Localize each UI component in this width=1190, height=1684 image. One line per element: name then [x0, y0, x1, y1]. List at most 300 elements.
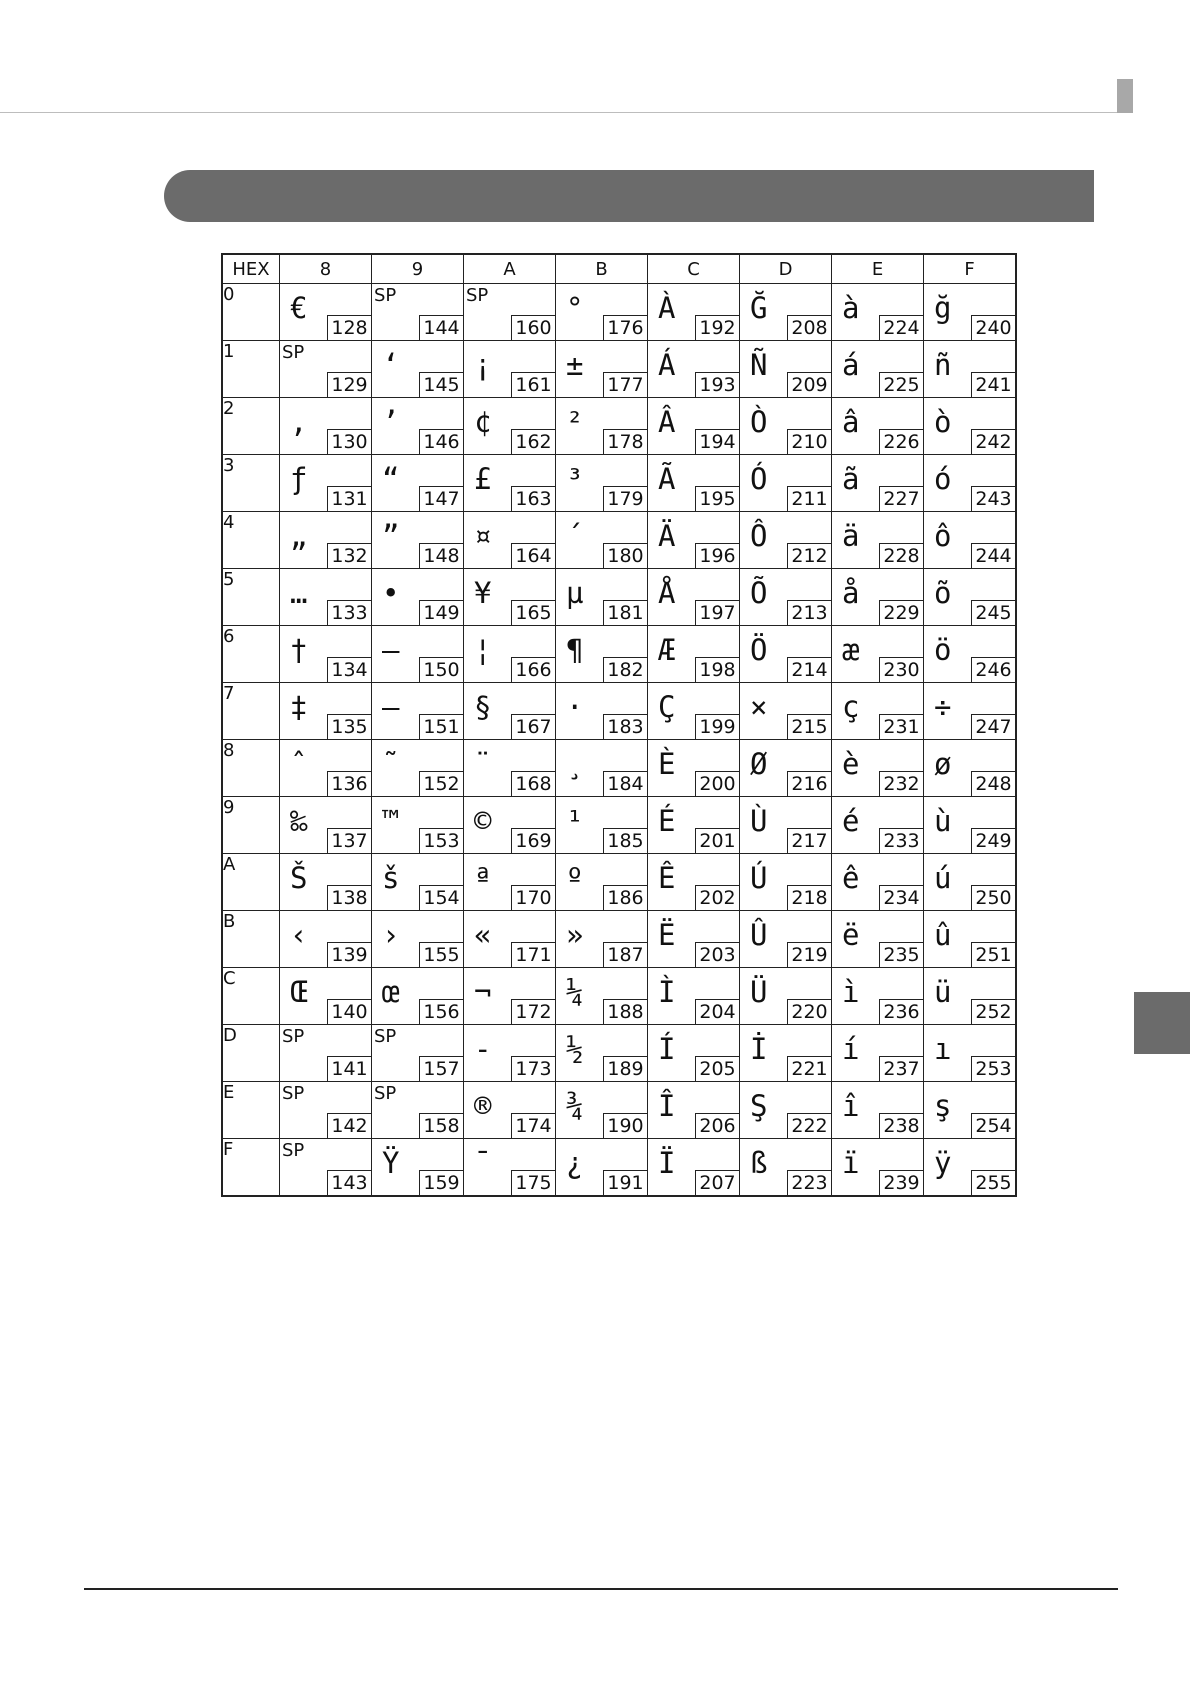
table-row	[222, 1082, 1016, 1139]
char-code: 179	[603, 486, 647, 511]
char-glyph: ˆ	[290, 747, 308, 781]
char-code: 227	[879, 486, 923, 511]
char-code: 169	[511, 828, 555, 853]
char-cell	[464, 512, 556, 569]
char-code: 236	[879, 999, 923, 1024]
char-cell	[924, 341, 1017, 398]
char-glyph: ™	[382, 804, 400, 838]
char-glyph: Ø	[750, 747, 768, 781]
char-glyph: ş	[934, 1089, 952, 1123]
char-glyph: ¾	[566, 1089, 584, 1123]
column-header: D	[740, 254, 832, 284]
char-cell	[740, 1025, 832, 1082]
char-glyph: ö	[934, 633, 952, 667]
char-code: 196	[695, 543, 739, 568]
char-glyph: Ì	[658, 975, 676, 1009]
char-glyph: ›	[382, 918, 400, 952]
char-cell	[832, 911, 924, 968]
char-code: 213	[787, 600, 831, 625]
char-cell	[372, 854, 464, 911]
char-cell	[464, 683, 556, 740]
char-cell	[280, 455, 372, 512]
char-cell	[648, 1082, 740, 1139]
row-label: 2	[222, 398, 280, 455]
char-glyph: SP	[466, 285, 489, 306]
char-glyph: æ	[842, 633, 860, 667]
char-cell	[556, 683, 648, 740]
char-code: 230	[879, 657, 923, 682]
char-code: 139	[327, 942, 371, 967]
char-code: 189	[603, 1056, 647, 1081]
char-cell	[740, 911, 832, 968]
char-code: 195	[695, 486, 739, 511]
char-glyph: Ä	[658, 519, 676, 553]
char-glyph: µ	[566, 576, 584, 610]
char-code: 173	[511, 1056, 555, 1081]
row-label: D	[222, 1025, 280, 1082]
char-glyph: Ë	[658, 918, 676, 952]
char-glyph: õ	[934, 576, 952, 610]
char-code: 211	[787, 486, 831, 511]
char-code: 159	[419, 1170, 463, 1195]
char-cell	[464, 569, 556, 626]
char-cell	[372, 341, 464, 398]
column-header: E	[832, 254, 924, 284]
char-glyph: Æ	[658, 633, 676, 667]
char-glyph: †	[290, 633, 308, 667]
char-code: 153	[419, 828, 463, 853]
char-glyph: •	[382, 576, 400, 610]
char-glyph: ¦	[474, 633, 492, 667]
char-glyph: ”	[382, 519, 400, 553]
section-title-bar	[164, 170, 1094, 222]
char-code: 128	[327, 315, 371, 340]
char-code: 167	[511, 714, 555, 739]
char-code: 149	[419, 600, 463, 625]
row-label: F	[222, 1139, 280, 1197]
row-label: 3	[222, 455, 280, 512]
char-glyph: Á	[658, 348, 676, 382]
char-cell	[648, 512, 740, 569]
char-code: 174	[511, 1113, 555, 1138]
char-code: 255	[971, 1170, 1015, 1195]
char-code: 148	[419, 543, 463, 568]
char-code: 130	[327, 429, 371, 454]
table-row	[222, 1139, 1016, 1197]
char-cell	[648, 341, 740, 398]
table-row	[222, 341, 1016, 398]
table-row	[222, 797, 1016, 854]
char-code: 197	[695, 600, 739, 625]
char-cell	[832, 455, 924, 512]
char-cell	[924, 797, 1017, 854]
char-glyph: É	[658, 804, 676, 838]
char-code: 145	[419, 372, 463, 397]
char-glyph: ä	[842, 519, 860, 553]
column-header: 9	[372, 254, 464, 284]
table-body	[222, 284, 1016, 1197]
char-code: 209	[787, 372, 831, 397]
char-glyph: ˜	[382, 747, 400, 781]
char-cell	[740, 512, 832, 569]
char-glyph: Ç	[658, 690, 676, 724]
char-glyph: €	[290, 291, 308, 325]
char-glyph: ü	[934, 975, 952, 1009]
char-glyph: SP	[374, 1083, 397, 1104]
char-code: 198	[695, 657, 739, 682]
char-cell	[372, 1025, 464, 1082]
char-code: 171	[511, 942, 555, 967]
char-glyph: ç	[842, 690, 860, 724]
char-glyph: SP	[282, 1140, 305, 1161]
char-code: 161	[511, 372, 555, 397]
char-glyph: Ù	[750, 804, 768, 838]
char-cell	[464, 341, 556, 398]
char-cell	[372, 911, 464, 968]
char-cell	[832, 284, 924, 341]
char-code: 246	[971, 657, 1015, 682]
char-cell	[556, 626, 648, 683]
char-glyph: ²	[566, 405, 584, 439]
footer-rule	[84, 1588, 1118, 1590]
char-code: 181	[603, 600, 647, 625]
char-cell	[372, 512, 464, 569]
char-cell	[740, 455, 832, 512]
chapter-side-tab	[1134, 992, 1190, 1054]
char-cell	[832, 854, 924, 911]
char-glyph: ¥	[474, 576, 492, 610]
char-glyph: SP	[374, 1026, 397, 1047]
char-cell	[556, 1082, 648, 1139]
char-code: 178	[603, 429, 647, 454]
char-code: 183	[603, 714, 647, 739]
char-glyph: ñ	[934, 348, 952, 382]
char-cell	[464, 968, 556, 1025]
char-code: 147	[419, 486, 463, 511]
char-cell	[372, 683, 464, 740]
char-code: 192	[695, 315, 739, 340]
char-glyph: “	[382, 462, 400, 496]
char-cell	[280, 683, 372, 740]
row-label: 7	[222, 683, 280, 740]
char-code: 245	[971, 600, 1015, 625]
char-cell	[556, 968, 648, 1025]
char-glyph: ‘	[382, 348, 400, 382]
char-cell	[832, 968, 924, 1025]
char-glyph: Š	[290, 861, 308, 895]
char-glyph: é	[842, 804, 860, 838]
char-cell	[372, 797, 464, 854]
char-cell	[832, 1025, 924, 1082]
char-cell	[924, 284, 1017, 341]
char-cell	[740, 1139, 832, 1197]
char-glyph: …	[290, 576, 308, 610]
char-cell	[740, 854, 832, 911]
char-code: 244	[971, 543, 1015, 568]
char-glyph: ¢	[474, 405, 492, 439]
char-cell	[464, 284, 556, 341]
char-code: 162	[511, 429, 555, 454]
char-cell	[280, 968, 372, 1025]
char-cell	[740, 284, 832, 341]
char-glyph: ‚	[290, 405, 308, 439]
char-code: 150	[419, 657, 463, 682]
char-cell	[648, 683, 740, 740]
char-cell	[924, 968, 1017, 1025]
char-glyph: Ã	[658, 462, 676, 496]
column-header: A	[464, 254, 556, 284]
char-code: 233	[879, 828, 923, 853]
char-code: 232	[879, 771, 923, 796]
char-code: 185	[603, 828, 647, 853]
char-cell	[372, 740, 464, 797]
char-cell	[280, 398, 372, 455]
char-glyph: Ş	[750, 1089, 768, 1123]
char-cell	[372, 284, 464, 341]
char-code: 190	[603, 1113, 647, 1138]
char-code: 231	[879, 714, 923, 739]
char-glyph: Ğ	[750, 291, 768, 325]
char-glyph: º	[566, 861, 584, 895]
row-label: 8	[222, 740, 280, 797]
char-glyph: ë	[842, 918, 860, 952]
char-code: 237	[879, 1056, 923, 1081]
char-cell	[372, 1139, 464, 1197]
char-cell	[740, 1082, 832, 1139]
char-code: 186	[603, 885, 647, 910]
char-glyph: Ê	[658, 861, 676, 895]
char-code: 182	[603, 657, 647, 682]
char-code: 194	[695, 429, 739, 454]
table-row	[222, 854, 1016, 911]
char-glyph: Œ	[290, 975, 308, 1009]
char-glyph: ‰	[290, 804, 308, 838]
char-code: 164	[511, 543, 555, 568]
table-row	[222, 569, 1016, 626]
char-glyph: —	[382, 690, 400, 724]
row-label: C	[222, 968, 280, 1025]
char-code: 170	[511, 885, 555, 910]
char-cell	[832, 1139, 924, 1197]
char-glyph: ¹	[566, 804, 584, 838]
char-glyph: ‹	[290, 918, 308, 952]
char-code: 220	[787, 999, 831, 1024]
char-cell	[556, 455, 648, 512]
char-code: 240	[971, 315, 1015, 340]
char-glyph: İ	[750, 1032, 768, 1066]
char-code: 144	[419, 315, 463, 340]
table-row	[222, 455, 1016, 512]
char-glyph: ½	[566, 1032, 584, 1066]
char-cell	[464, 1082, 556, 1139]
char-cell	[556, 740, 648, 797]
char-glyph: À	[658, 291, 676, 325]
char-glyph: ı	[934, 1032, 952, 1066]
char-cell	[280, 854, 372, 911]
char-code: 133	[327, 600, 371, 625]
char-code: 214	[787, 657, 831, 682]
char-glyph: ÷	[934, 690, 952, 724]
char-code: 206	[695, 1113, 739, 1138]
char-glyph: ª	[474, 861, 492, 895]
table-row	[222, 398, 1016, 455]
char-glyph: î	[842, 1089, 860, 1123]
char-glyph: ¿	[566, 1146, 584, 1180]
char-glyph: ¬	[474, 975, 492, 1009]
char-glyph: ğ	[934, 291, 952, 325]
char-cell	[556, 284, 648, 341]
char-glyph: œ	[382, 975, 400, 1009]
char-cell	[740, 398, 832, 455]
char-glyph: ¶	[566, 633, 584, 667]
column-header: C	[648, 254, 740, 284]
char-cell	[648, 911, 740, 968]
char-cell	[372, 455, 464, 512]
char-cell	[464, 455, 556, 512]
row-label: B	[222, 911, 280, 968]
char-code: 138	[327, 885, 371, 910]
char-cell	[280, 1082, 372, 1139]
char-glyph: à	[842, 291, 860, 325]
char-cell	[648, 797, 740, 854]
char-code: 155	[419, 942, 463, 967]
char-code: 172	[511, 999, 555, 1024]
table-row	[222, 284, 1016, 341]
char-glyph: Ò	[750, 405, 768, 439]
char-cell	[464, 626, 556, 683]
char-glyph: Ü	[750, 975, 768, 1009]
char-glyph: Ú	[750, 861, 768, 895]
table-row	[222, 512, 1016, 569]
char-cell	[464, 398, 556, 455]
char-cell	[464, 911, 556, 968]
char-glyph: SP	[282, 1083, 305, 1104]
char-code: 132	[327, 543, 371, 568]
char-cell	[280, 626, 372, 683]
char-cell	[740, 683, 832, 740]
char-cell	[556, 341, 648, 398]
char-cell	[648, 968, 740, 1025]
hex-header: HEX	[222, 254, 280, 284]
char-code: 163	[511, 486, 555, 511]
char-glyph: ´	[566, 519, 584, 553]
char-code: 229	[879, 600, 923, 625]
char-glyph: ¤	[474, 519, 492, 553]
char-code: 228	[879, 543, 923, 568]
char-glyph: ê	[842, 861, 860, 895]
char-cell	[280, 797, 372, 854]
char-code: 193	[695, 372, 739, 397]
char-cell	[556, 911, 648, 968]
char-cell	[924, 512, 1017, 569]
char-glyph: ù	[934, 804, 952, 838]
char-cell	[924, 569, 1017, 626]
char-code: 129	[327, 372, 371, 397]
char-glyph: ’	[382, 405, 400, 439]
char-code: 226	[879, 429, 923, 454]
char-code: 191	[603, 1170, 647, 1195]
char-cell	[740, 968, 832, 1025]
char-glyph: ì	[842, 975, 860, 1009]
char-code: 235	[879, 942, 923, 967]
char-code: 158	[419, 1113, 463, 1138]
char-cell	[924, 1139, 1017, 1197]
char-code: 151	[419, 714, 463, 739]
char-glyph: Å	[658, 576, 676, 610]
char-code: 215	[787, 714, 831, 739]
char-glyph: £	[474, 462, 492, 496]
char-cell	[556, 797, 648, 854]
char-glyph: š	[382, 861, 400, 895]
char-code: 203	[695, 942, 739, 967]
table-row	[222, 683, 1016, 740]
header-rule	[0, 112, 1133, 113]
char-cell	[648, 1139, 740, 1197]
char-code: 224	[879, 315, 923, 340]
char-code: 166	[511, 657, 555, 682]
char-cell	[924, 1025, 1017, 1082]
char-glyph: á	[842, 348, 860, 382]
char-glyph: ¡	[474, 348, 492, 382]
row-label: 0	[222, 284, 280, 341]
row-label: 6	[222, 626, 280, 683]
char-glyph: –	[382, 633, 400, 667]
table-row	[222, 968, 1016, 1025]
table-row	[222, 626, 1016, 683]
char-glyph: ó	[934, 462, 952, 496]
char-code: 243	[971, 486, 1015, 511]
char-code: 238	[879, 1113, 923, 1138]
char-cell	[280, 740, 372, 797]
char-cell	[924, 626, 1017, 683]
char-glyph: »	[566, 918, 584, 952]
char-code: 184	[603, 771, 647, 796]
char-cell	[372, 569, 464, 626]
char-code: 252	[971, 999, 1015, 1024]
char-cell	[832, 740, 924, 797]
char-cell	[372, 626, 464, 683]
character-code-table	[221, 253, 1017, 1197]
char-cell	[924, 854, 1017, 911]
char-glyph: Â	[658, 405, 676, 439]
char-code: 234	[879, 885, 923, 910]
char-cell	[280, 569, 372, 626]
char-glyph: ¯	[474, 1146, 492, 1180]
char-glyph: ³	[566, 462, 584, 496]
column-header: B	[556, 254, 648, 284]
table-row	[222, 911, 1016, 968]
char-glyph: ß	[750, 1146, 768, 1180]
char-code: 180	[603, 543, 647, 568]
char-code: 141	[327, 1056, 371, 1081]
char-code: 136	[327, 771, 371, 796]
char-cell	[648, 1025, 740, 1082]
char-glyph: Ô	[750, 519, 768, 553]
char-glyph: ï	[842, 1146, 860, 1180]
char-glyph: È	[658, 747, 676, 781]
char-glyph: §	[474, 690, 492, 724]
char-cell	[740, 569, 832, 626]
char-cell	[832, 398, 924, 455]
char-glyph: Í	[658, 1032, 676, 1066]
char-code: 142	[327, 1113, 371, 1138]
char-code: 218	[787, 885, 831, 910]
char-code: 254	[971, 1113, 1015, 1138]
char-cell	[924, 1082, 1017, 1139]
char-glyph: í	[842, 1032, 860, 1066]
char-glyph: Ï	[658, 1146, 676, 1180]
char-code: 251	[971, 942, 1015, 967]
